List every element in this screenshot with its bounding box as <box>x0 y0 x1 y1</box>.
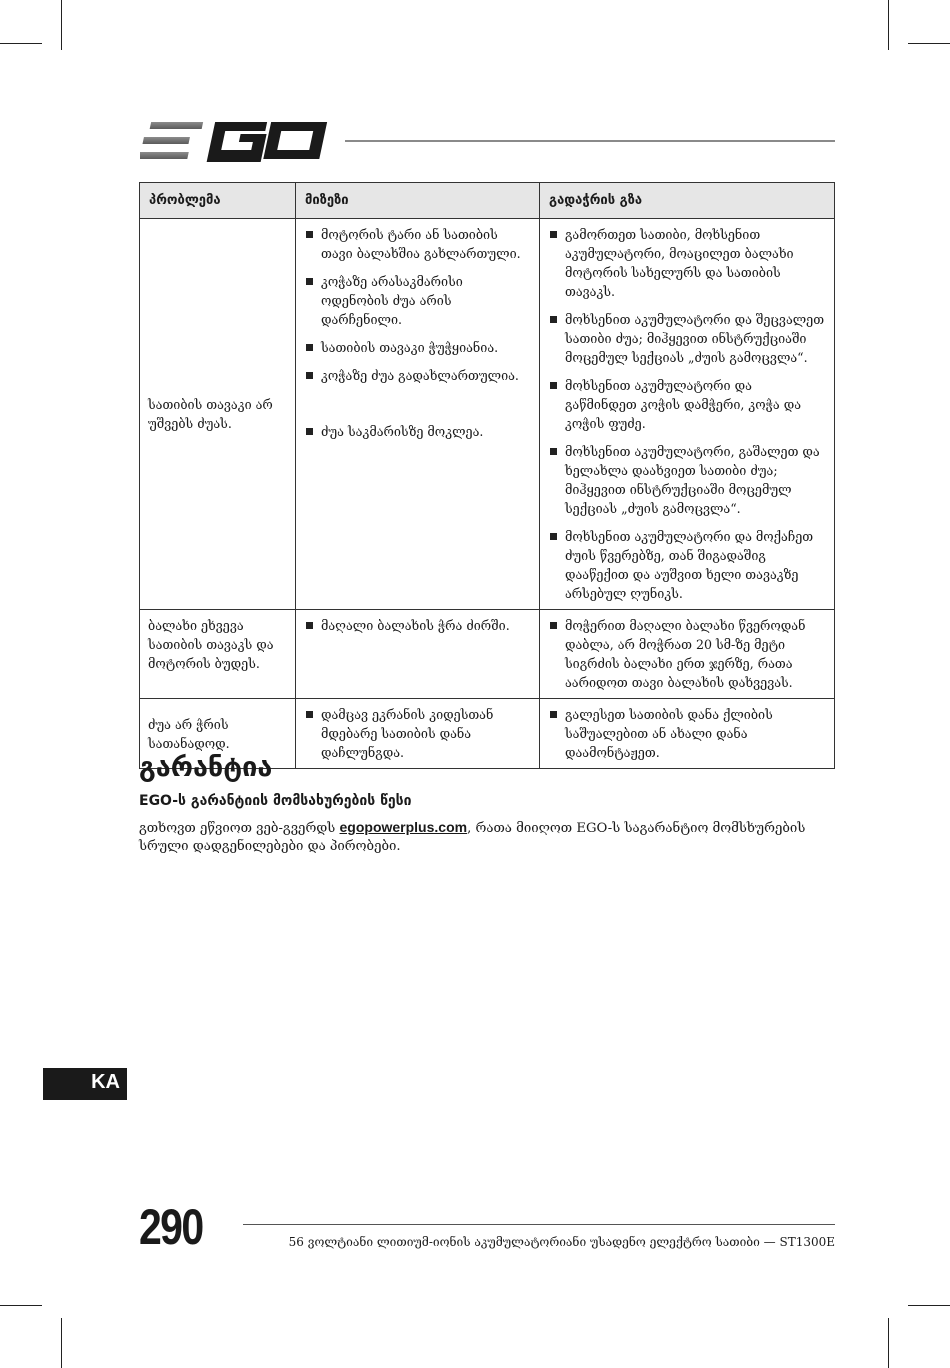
header-solution: გადაჭრის გზა <box>540 183 835 219</box>
solution-cell <box>540 699 835 769</box>
crop-mark <box>0 1305 42 1306</box>
ego-logo <box>140 118 328 162</box>
troubleshooting-table <box>139 182 835 769</box>
table-header-row <box>140 183 835 219</box>
header-problem: პრობლემა <box>140 183 296 219</box>
cause-cell <box>296 610 540 699</box>
header-rule <box>345 140 835 142</box>
page-number: 290 <box>139 1199 203 1255</box>
problem-cell: ბალახი ეხვევა სათიბის თავაკს და მოტორის ბუდეს. <box>140 610 296 699</box>
solution-item: მოხსენით აკუმულატორი და შეცვალეთ სათიბი ძუა; მიჰყევით ინსტრუქციაში მოცემულ სექციას „ძუის გამოცვლა“. <box>548 310 826 367</box>
solution-item: მოხსენით აკუმულატორი, გაშალეთ და ხელახლა დაახვიეთ სათიბი ძუა; მიჰყევით ინსტრუქციაში მოცემულ სექციას „ძუის გამოცვლა“. <box>548 442 826 518</box>
spacer <box>304 394 531 422</box>
header-cause: მიზეზი <box>296 183 540 219</box>
cause-item: მოტორის ტარი ან სათიბის თავი ბალახშია გახლართული. <box>304 225 531 263</box>
table-row <box>140 219 835 610</box>
cause-item: ძუა საკმარისზე მოკლეა. <box>304 422 531 441</box>
warranty-text-after: , რათა მიიღოთ EGO-ს საგარანტიო მომსხურების სრული დადგენილებები და პირობები. <box>139 821 806 854</box>
warranty-link[interactable]: egopowerplus.com <box>339 819 468 835</box>
crop-mark <box>908 43 950 44</box>
crop-mark <box>61 1318 62 1368</box>
cause-item: დამცავ ეკრანის კიდესთან მდებარე სათიბის დანა დაჩლუნგდა. <box>304 705 531 762</box>
warranty-text <box>139 818 839 856</box>
crop-mark <box>888 1318 889 1368</box>
solution-item: მოჭერით მაღალი ბალახი წვეროდან დაბლა, არ მოჭრათ 20 სმ-ზე მეტი სიგრძის ბალახი ერთ ჯერზე, რათა აარიდოთ თავი ბალახის დახვევას. <box>548 616 826 692</box>
solution-item: მოხსენით აკუმულატორი და გაწმინდეთ კოჭის დამჭერი, კოჭა და კოჭის ფუძე. <box>548 376 826 433</box>
solution-item: გამორთეთ სათიბი, მოხსენით აკუმულატორი, მოაცილეთ ბალახი მოტორის სახელურს და სათიბის თავაკს. <box>548 225 826 301</box>
language-code: KA <box>91 1071 120 1093</box>
cause-cell <box>296 699 540 769</box>
warranty-text-before: გთხოვთ ეწვიოთ ვებ-გვერდს <box>139 821 340 836</box>
footer-rule <box>243 1224 835 1225</box>
warranty-subtitle: EGO-ს გარანტიის მომსახურების წესი <box>139 793 412 809</box>
solution-item: მოხსენით აკუმულატორი და მოქაჩეთ ძუის წვერებზე, თან შიგადაშიგ დააწექით და აუშვით ხელი თავაკზე არსებულ ღუნიკს. <box>548 527 826 603</box>
table-row <box>140 610 835 699</box>
warranty-title: გარანტია <box>139 752 273 783</box>
cause-item: კოჭაზე არასაკმარისი ოდენობის ძუა არის დარჩენილი. <box>304 272 531 329</box>
solution-item: გალესეთ სათიბის დანა ქლიბის საშუალებით ან ახალი დანა დაამონტაჟეთ. <box>548 705 826 762</box>
cause-item: კოჭაზე ძუა გადახლართულია. <box>304 366 531 385</box>
cause-item: მაღალი ბალახის ჭრა ძირში. <box>304 616 531 635</box>
problem-cell: ძუა არ ჭრის სათანადოდ. <box>140 699 296 769</box>
crop-mark <box>888 0 889 50</box>
crop-mark <box>61 0 62 50</box>
crop-mark <box>0 43 42 44</box>
language-tab <box>43 1068 127 1100</box>
solution-cell <box>540 610 835 699</box>
cause-item: სათიბის თავაკი ჭუჭყიანია. <box>304 338 531 357</box>
crop-mark <box>908 1305 950 1306</box>
solution-cell <box>540 219 835 610</box>
problem-cell: სათიბის თავაკი არ უშვებს ძუას. <box>140 219 296 610</box>
cause-cell <box>296 219 540 610</box>
footer-text: 56 ვოლტიანი ლითიუმ-იონის აკუმულატორიანი უსადენო ელექტრო სათიბი — ST1300E <box>288 1235 835 1249</box>
